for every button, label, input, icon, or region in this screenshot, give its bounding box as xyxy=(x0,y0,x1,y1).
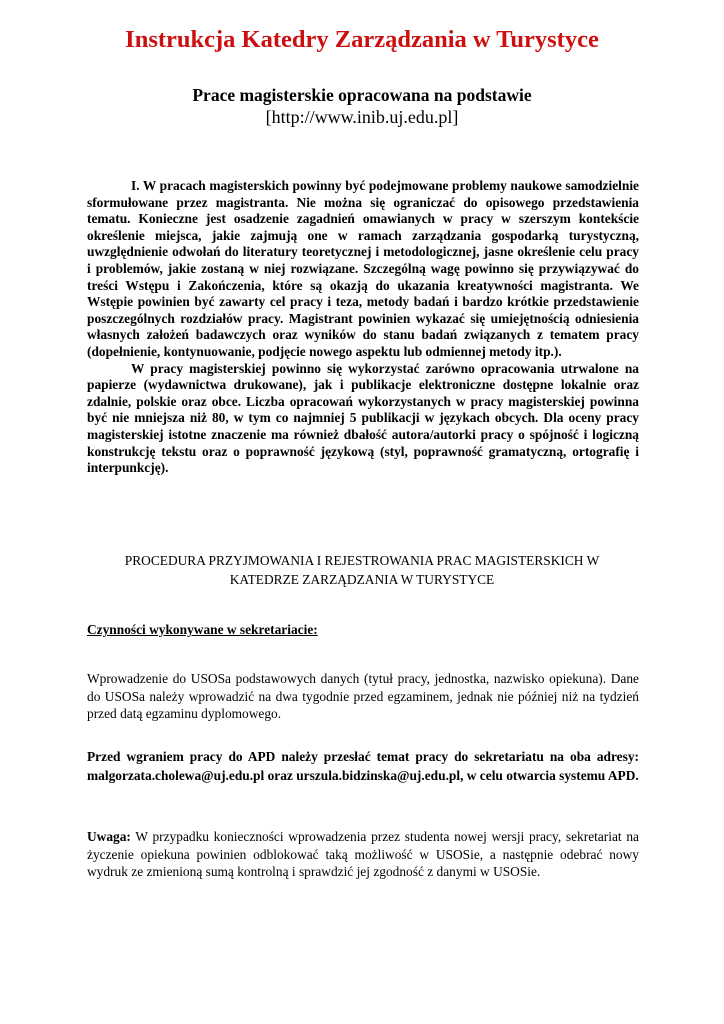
procedure-heading-line-2: KATEDRZE ZARZĄDZANIA W TURYSTYCE xyxy=(229,572,495,587)
source-url: [http://www.inib.uj.edu.pl] xyxy=(265,107,459,127)
note-paragraph xyxy=(87,828,639,881)
document-subtitle: Prace magisterskie opracowana na podstawie xyxy=(192,85,532,105)
secretariat-heading: Czynności wykonywane w sekretariacie: xyxy=(87,622,318,637)
intro-paragraph-2: W pracy magisterskiej powinno się wykorzystać zarówno opracowania utrwalone na papierze (wydawnictwa drukowane), jak i publikacje elektroniczne dostępne lokalnie oraz zdalnie, polskie oraz obce. Liczba opracowań wykorzystanych w pracy magisterskiej powinna być nie mniejsza niż 80, w tym co najmniej 5 publikacji w językach obcych. Dla oceny pracy magisterskiej istotne znaczenie ma również dbałość autora/autorki pracy o spójność i logiczną konstrukcję tekstu oraz o poprawność językową (styl, poprawność gramatyczną, ortografię i interpunkcję). xyxy=(87,360,639,476)
note-text: W przypadku konieczności wprowadzenia przez studenta nowej wersji pracy, sekretariat na życzenie opiekuna powinien odblokować taką możliwość w USOSie, a następnie odebrać nowy wydruk ze zmienioną sumą kontrolną i sprawdzić jej zgodność z danymi w USOSie. xyxy=(87,829,639,879)
document-title: Instrukcja Katedry Zarządzania w Turystyce xyxy=(125,26,599,53)
apd-paragraph: Przed wgraniem pracy do APD należy przesłać temat pracy do sekretariatu na oba adresy: malgorzata.cholewa@uj.edu.pl oraz urszula.bidzinska@uj.edu.pl, w celu otwarcia systemu APD. xyxy=(87,749,639,783)
usos-paragraph: Wprowadzenie do USOSa podstawowych danych (tytuł pracy, jednostka, nazwisko opiekuna). Dane do USOSa należy wprowadzić na dwa tygodnie przed egzaminem, jednak nie później niż na tydzień przed datą egzaminu dyplomowego. xyxy=(87,671,639,721)
procedure-heading-line-1: PROCEDURA PRZYJMOWANIA I REJESTROWANIA PRAC MAGISTERSKICH W xyxy=(124,553,600,568)
procedure-heading xyxy=(0,551,724,589)
intro-paragraph-1: I. W pracach magisterskich powinny być podejmowane problemy naukowe samodzielnie sformułowane przez magistranta. Nie można się ograniczać do opisowego przedstawienia tematu. Konieczne jest osadzenie zagadnień omawianych w pracy w szerszym kontekście określenie miejsca, jakie zajmują one w ramach zarządzania gospodarką turystyczną, uwzględnienie odwołań do literatury teoretycznej i metodologicznej, jasne określenie celu pracy i problemów, jakie zostaną w niej rozwiązane. Szczególną wagę powinno się przywiązywać do treści Wstępu i Zakończenia, które są okazją do ukazania kreatywności magistranta. We Wstępie powinien być zawarty cel pracy i teza, metody badań i bardzo krótkie przedstawienie poszczególnych rozdziałów pracy. Magistrant powinien wykazać się umiejętnością odniesienia własnych założeń badawczych oraz wyników do stanu badań związanych z tematem pracy (dopełnienie, kontynuowanie, podjęcie nowego aspektu lub odmiennej metody itp.). xyxy=(87,178,639,359)
note-label: Uwaga: xyxy=(87,829,131,844)
intro-section xyxy=(87,178,639,477)
